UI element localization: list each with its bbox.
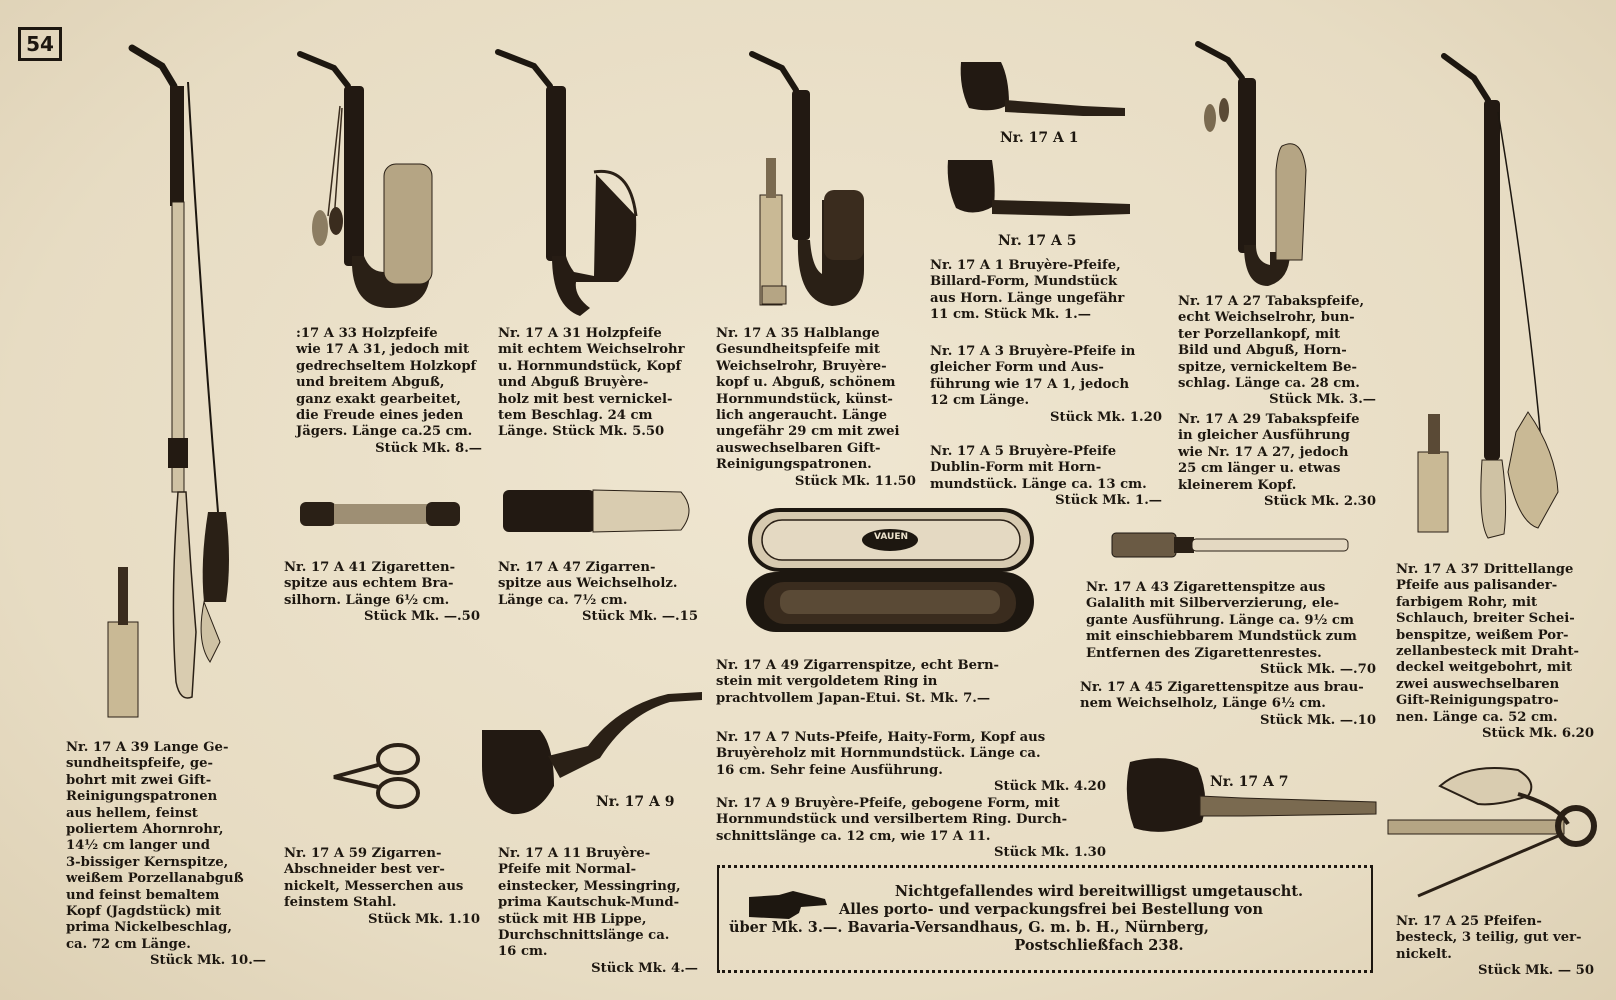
pipe-a1-illustration — [955, 58, 1135, 123]
pipe-a7-label: Nr. 17 A 7 — [1210, 774, 1289, 790]
cigarette-holder-a41-illustration — [300, 498, 462, 532]
pipe-a31-illustration — [498, 46, 648, 321]
cigarette-holder-a43-illustration — [1112, 531, 1350, 559]
item-a59-description: Nr. 17 A 59 Zigarren- Abschneider best ver- nickelt, Messerchen aus feinstem Stahl. Stück Mk. 1.10 — [284, 846, 480, 927]
notice-text: Nichtgefallendes wird bereitwilligst umgetauscht. Alles porto- und verpackungsfrei bei Bestellung von über Mk. 3.—. Bavaria-Versandhaus, G. m. b. H., Nürnberg, Postschließfach 238. — [729, 883, 1304, 954]
item-a25-description: Nr. 17 A 25 Pfeifen- besteck, 3 teilig, gut ver- nickelt. Stück Mk. — 50 — [1396, 914, 1594, 979]
item-a41-description: Nr. 17 A 41 Zigaretten- spitze aus echtem Bra- silhorn. Länge 6½ cm. Stück Mk. —.50 — [284, 560, 480, 625]
page-number: 54 — [18, 27, 62, 61]
long-pipe-a39-illustration — [100, 42, 260, 722]
item-a37-description: Nr. 17 A 37 Drittellange Pfeife aus palisander- farbigem Rohr, mit Schlauch, breiter Schei- benspitze, weißem Por- zellanbesteck mit Draht- deckel weitgebohrt, mit zwei auswechselbaren Gift-Reinigungspatro- nen. Länge ca. 52 cm. Stück Mk. 6.20 — [1396, 562, 1594, 742]
pipe-tool-a25-illustration — [1388, 764, 1600, 904]
item-a7-description: Nr. 17 A 7 Nuts-Pfeife, Haity-Form, Kopf aus Bruyèreholz mit Hornmundstück. Länge ca. 16 cm. Sehr feine Ausführung. Stück Mk. 4.20 — [716, 730, 1106, 795]
cigar-holder-a47-illustration — [503, 488, 698, 536]
amber-cigar-holder-case-a49-illustration — [744, 510, 1036, 636]
exchange-notice-box — [717, 865, 1373, 973]
item-a29-description: Nr. 17 A 29 Tabakspfeife in gleicher Ausführung wie Nr. 17 A 27, jedoch 25 cm länger u. etwas kleinerem Kopf. Stück Mk. 2.30 — [1178, 412, 1376, 510]
pipe-a37-illustration — [1438, 52, 1588, 542]
item-a11-description: Nr. 17 A 11 Bruyère- Pfeife mit Normal- einstecker, Messingring, prima Kautschuk-Mund- stück mit HB Lippe, Durchschnittslänge ca. 16 cm. Stück Mk. 4.— — [498, 846, 698, 976]
pipe-a7-illustration — [1122, 756, 1382, 836]
item-a49-description: Nr. 17 A 49 Zigarrenspitze, echt Bern- stein mit vergoldetem Ring in prachtvollem Japan-Etui. St. Mk. 7.— — [716, 658, 1000, 706]
item-a47-description: Nr. 17 A 47 Zigarren- spitze aus Weichselholz. Länge ca. 7½ cm. Stück Mk. —.15 — [498, 560, 698, 625]
item-a31-description: Nr. 17 A 31 Holzpfeife mit echtem Weichselrohr u. Hornmundstück, Kopf und Abguß Bruyère- holz mit best vernickel- tem Beschlag. 24 cm Länge. Stück Mk. 5.50 — [498, 326, 685, 440]
pipe-a35-illustration — [752, 50, 902, 320]
pipe-a1-label: Nr. 17 A 1 — [1000, 130, 1079, 146]
pipe-a5-label: Nr. 17 A 5 — [998, 233, 1077, 249]
item-a39-description: Nr. 17 A 39 Lange Ge- sundheitspfeife, ge- bohrt mit zwei Gift- Reinigungspatronen aus hellem, feinst poliertem Ahornrohr, 14½ cm langer und 3-bissiger Kernspitze, weißem Porzellanabguß und feinst bemaltem Kopf (Jagdstück) mit prima Nickelbeschlag, ca. 72 cm Länge. Stück Mk. 10.— — [66, 740, 266, 969]
item-a43-description: Nr. 17 A 43 Zigarettenspitze aus Galalith mit Silberverzierung, ele- gante Ausführung. Länge ca. 9½ cm mit einschiebbarem Mundstück zum Entfernen des Zigarettenrestes. Stück Mk. —.70 — [1086, 580, 1376, 678]
pipe-a5-illustration — [940, 156, 1140, 226]
item-a27-description: Nr. 17 A 27 Tabakspfeife, echt Weichselrohr, bun- ter Porzellankopf, mit Bild und Abguß, Horn- spitze, vernickeltem Be- schlag. Länge ca. 28 cm. Stück Mk. 3.— — [1178, 294, 1376, 408]
item-a35-description: Nr. 17 A 35 Halblange Gesundheitspfeife mit Weichselrohr, Bruyère- kopf u. Abguß, schönem Hornmundstück, künst- lich angeraucht. Länge ungefähr 29 cm mit zwei auswechselbaren Gift- Reinigungspatronen. Stück Mk. 11.50 — [716, 326, 916, 489]
pipe-a9-label: Nr. 17 A 9 — [596, 794, 675, 810]
cigar-cutter-a59-illustration — [326, 743, 426, 813]
notice-right-edge — [1361, 865, 1373, 973]
pipe-a33-illustration — [300, 46, 450, 316]
item-a9-description: Nr. 17 A 9 Bruyère-Pfeife, gebogene Form, mit Hornmundstück und versilbertem Ring. Durch- schnittslänge ca. 12 cm, wie 17 A 11. Stück Mk. 1.30 — [716, 796, 1106, 861]
item-a45-description: Nr. 17 A 45 Zigarettenspitze aus brau- nem Weichselholz, Länge 6½ cm. Stück Mk. —.10 — [1080, 680, 1376, 728]
item-a1-description: Nr. 17 A 1 Bruyère-Pfeife, Billard-Form, Mundstück aus Horn. Länge ungefähr 11 cm. Stück Mk. 1.— — [930, 258, 1125, 323]
case-brand-label: VAUEN — [874, 532, 909, 542]
pointing-hand-icon — [749, 891, 829, 921]
pipe-a27-illustration — [1198, 40, 1338, 290]
item-a5-description: Nr. 17 A 5 Bruyère-Pfeife Dublin-Form mit Horn- mundstück. Länge ca. 13 cm. Stück Mk. 1.— — [930, 444, 1162, 509]
item-a33-description: :17 A 33 Holzpfeife wie 17 A 31, jedoch mit gedrechseltem Holzkopf und breitem Abguß, ganz exakt gearbeitet, die Freude eines jeden Jägers. Länge ca.25 cm. Stück Mk. 8.— — [296, 326, 482, 456]
notice-left-edge — [717, 865, 729, 973]
item-a3-description: Nr. 17 A 3 Bruyère-Pfeife in gleicher Form und Aus- führung wie 17 A 1, jedoch 12 cm Länge. Stück Mk. 1.20 — [930, 344, 1162, 425]
